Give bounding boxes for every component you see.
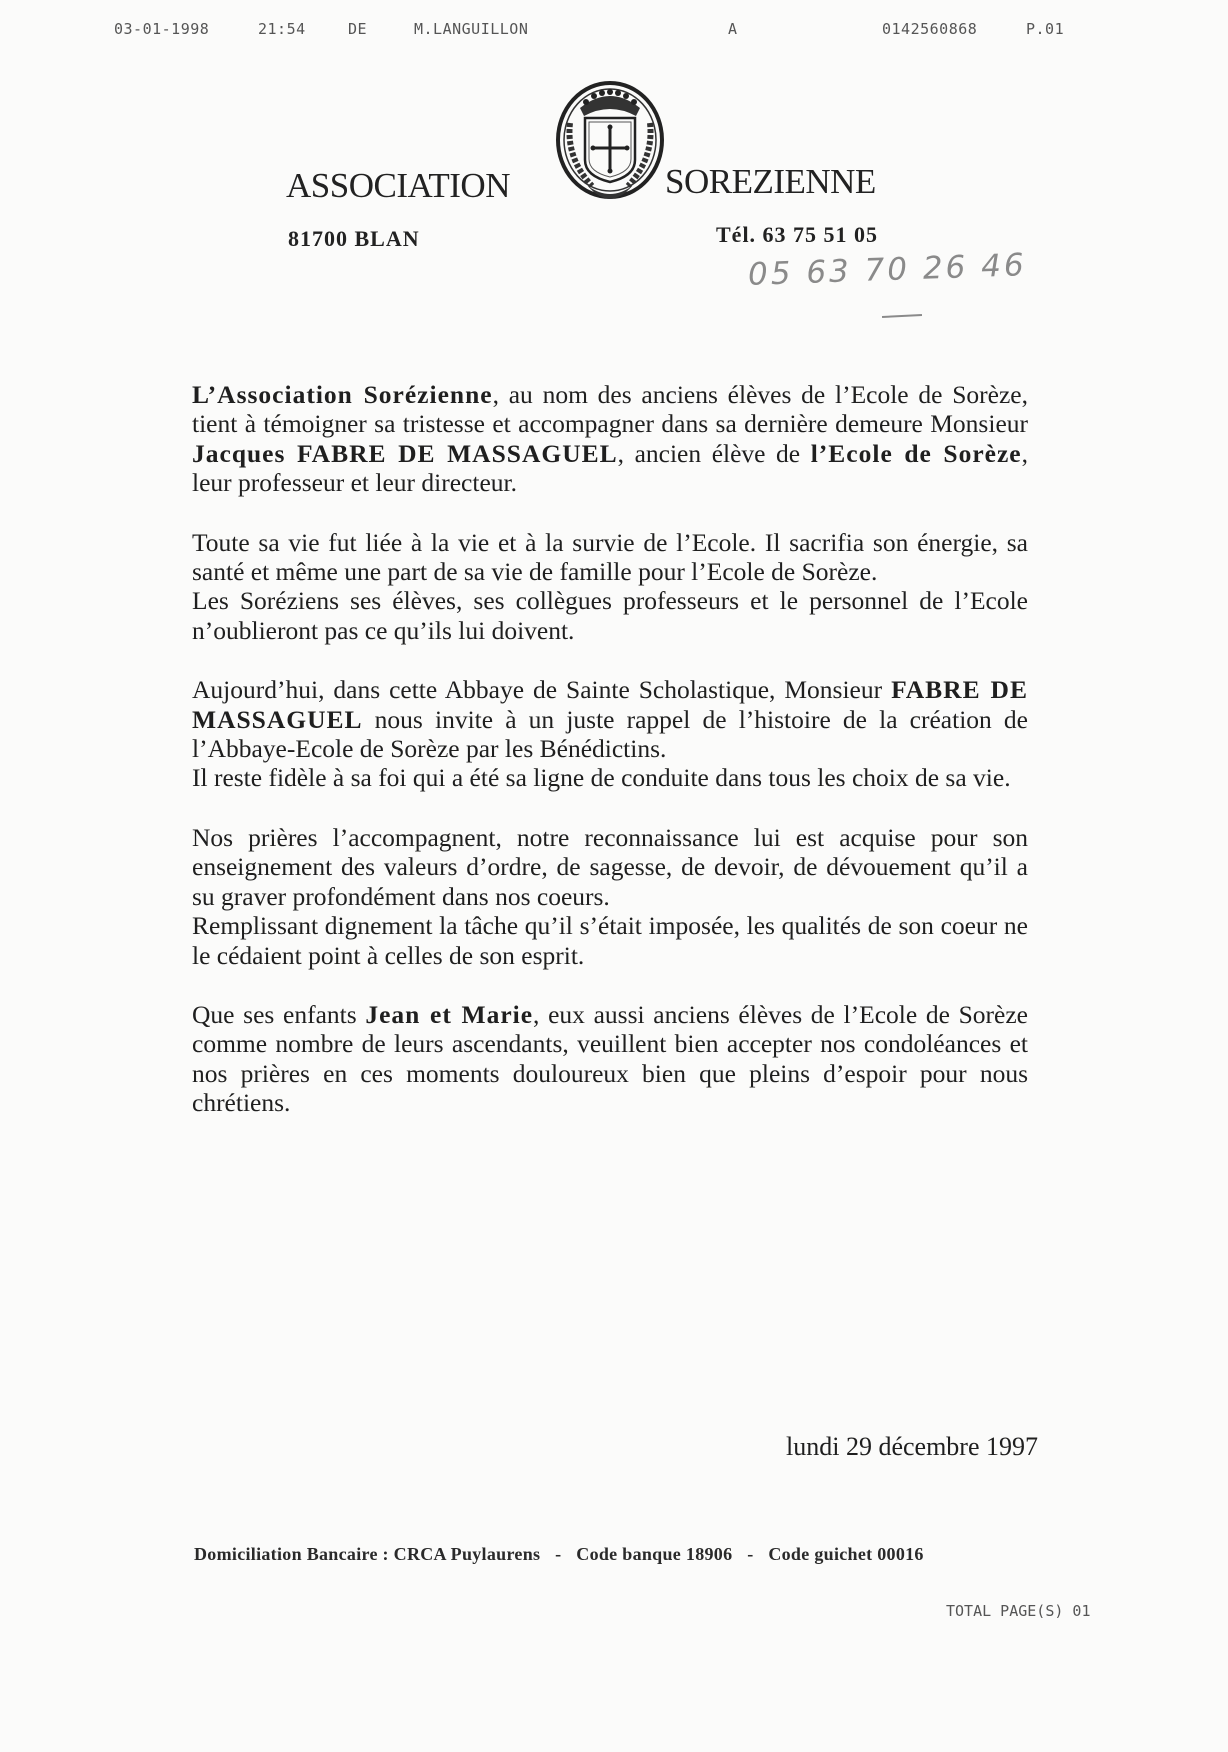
bank-separator: - [555,1544,562,1564]
paragraph [192,675,1028,793]
paragraph [192,1000,1028,1118]
text-segment: Nos prières l’accompagnent, notre reconnaissance lui est acquise pour son enseignement des valeurs d’ordre, de sagesse, de devoir, de dévouement qu’il a su graver profondément dans nos coeurs. [192,822,1028,911]
bank-domiciliation: Domiciliation Bancaire : CRCA Puylaurens [194,1544,541,1564]
text-segment: , au nom des anciens élèves de l’Ecole de Sorèze, tient à témoigner sa tristesse et accompagner dans sa dernière demeure Monsieur [192,380,1028,439]
coat-of-arms-icon [552,78,668,208]
text-segment: Toute sa vie fut liée à la vie et à la survie de l’Ecole. Il sacrifia son énergie, sa santé et même une part de sa vie de famille pour l’Ecole de Sorèze. [192,527,1028,587]
text-segment: Les Soréziens ses élèves, ses collègues professeurs et le personnel de l’Ecole n’oublieront pas ce qu’ils lui doivent. [192,586,1028,645]
letterhead-name-left: ASSOCIATION [286,166,510,205]
bold-text: FABRE DE MASSAGUEL [192,675,1028,734]
letterhead-address: 81700 BLAN [288,226,420,251]
letterhead-phone: Tél. 63 75 51 05 [716,222,879,247]
bold-text: Jacques FABRE DE MASSAGUEL [192,438,618,468]
text-segment: Il reste fidèle à sa foi qui a été sa ligne de conduite dans tous les choix de sa vie. [192,763,1011,793]
bank-code-banque: Code banque 18906 [576,1544,733,1564]
text-segment: Que ses enfants [192,999,366,1029]
text-segment: nous invite à un juste rappel de l’histoire de la création de l’Abbaye-Ecole de Sorèze par les Bénédictins. [192,704,1028,764]
fax-sender: M.LANGUILLON [414,20,529,38]
handwritten-underline [882,314,922,318]
letter-date: lundi 29 décembre 1997 [786,1432,1038,1461]
text-segment: , ancien élève de [617,438,811,468]
bold-text: Jean et Marie [365,999,534,1029]
text-segment: , leur professeur et leur directeur. [192,438,1028,498]
paragraph [192,528,1028,646]
bank-separator: - [747,1544,754,1564]
text-segment: Remplissant dignement la tâche qu’il s’était imposée, les qualités de son coeur ne le cédaient point à celles de son esprit. [192,911,1028,970]
bold-text: l’Ecole de Sorèze [810,438,1022,468]
letter-body [192,380,1028,1148]
fax-date: 03-01-1998 [114,20,210,38]
bold-text: L’Association Sorézienne [192,380,493,409]
handwritten-phone-note: 05 63 70 26 46 [747,247,1028,293]
fax-from-label: DE [348,20,368,38]
fax-recipient-number: 0142560868 [882,20,978,38]
paragraph [192,823,1028,970]
fax-time: 21:54 [258,20,306,38]
text-segment: , eux aussi anciens élèves de l’Ecole de Sorèze comme nombre de leurs ascendants, veuillent bien accepter nos condoléances et nos prières en ces moments douloureux bien que pleins d’espoir pour nous chrétiens. [192,999,1028,1118]
text-segment: Aujourd’hui, dans cette Abbaye de Sainte Scholastique, Monsieur [192,675,892,705]
fax-total-pages: TOTAL PAGE(S) 01 [946,1602,1091,1620]
paragraph [192,380,1028,498]
fax-page-number: P.01 [1026,20,1065,38]
letterhead-name-right: SOREZIENNE [665,162,876,201]
bank-footer [194,1544,934,1565]
bank-code-guichet: Code guichet 00016 [768,1544,924,1564]
fax-to-label: A [728,20,738,38]
